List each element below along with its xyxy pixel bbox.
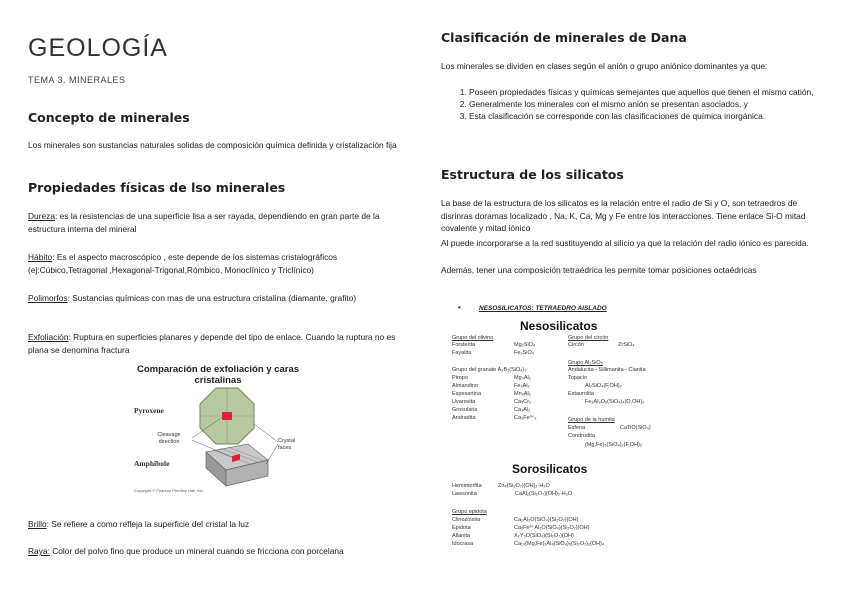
granate-formula: Mn₃Al₂ [514, 391, 531, 397]
term-brillo: Brillo [28, 519, 47, 529]
soro-title: Sorosilicatos [512, 462, 588, 476]
humita-line: (Mg,Fe)₅(SiO₄)₂(F,OH)₂ [585, 442, 643, 448]
olivino-name: Fayalita [452, 350, 472, 356]
epidota-name: Clinozoisita [452, 517, 481, 523]
circon-name: Circón [568, 342, 584, 348]
silicatos-p3: Además, tener una composición tetraédrica les permite tomar posiciones octaédricas [441, 265, 757, 275]
al2sio5-line: Al₂SiO₄(F,OH)₂ [585, 383, 622, 389]
figure-title: Comparación de exfoliación y caras cristalinas [136, 364, 300, 386]
granate-name: Andradita [452, 415, 476, 421]
humita-head: Grupo de la humita [568, 417, 615, 423]
epidota-formula: Ca₂Al₃O(SiO₄)(Si₂O₇)(OH) [514, 517, 579, 523]
text-raya: Color del polvo fino que produce un mineral cuando se fricciona con porcelana [49, 546, 344, 556]
label-amphibole: Amphibole [134, 459, 170, 468]
olivino-head: Grupo del olivino [452, 335, 494, 341]
item-brillo [28, 518, 408, 531]
term-polimorfos: Polimorfos [28, 293, 68, 303]
label-cleavage: Cleavage direction [157, 432, 181, 445]
page-title: GEOLOGÍA [28, 34, 168, 62]
granate-name: Espesartina [452, 391, 482, 397]
soro-name: Hemimorfita [452, 483, 482, 489]
soro-formula: Zn₄(Si₂O₇)(OH)₂·H₂O [498, 483, 550, 489]
al2sio5-line: Topacio [568, 375, 587, 381]
silicatos-heading: Estructura de los silicatos [441, 167, 624, 182]
item-dureza [28, 210, 408, 235]
granate-formula: Ca₃Al₂ [514, 407, 531, 413]
al2sio5-line: Fe₂Al₉O₆(SiO₄)₄(O,OH)₂ [585, 399, 645, 405]
olivino-formula: Mg₂SiO₄ [514, 342, 536, 348]
al2sio5-line: Estaurolita [568, 391, 594, 397]
granate-name: Grosularia [452, 407, 478, 413]
concepto-text: Los minerales son sustancias naturales solidas de composición química definida y cristalización fija [28, 140, 397, 150]
dana-heading: Clasificación de minerales de Dana [441, 30, 687, 45]
term-dureza: Dureza [28, 211, 55, 221]
epidota-head: Grupo epidota [452, 509, 487, 515]
term-raya: Raya: [28, 546, 50, 556]
term-exfoliacion: Exfoliación [28, 332, 69, 342]
item-exfoliacion [28, 331, 408, 356]
olivino-name: Forsterita [452, 342, 476, 348]
granate-formula: Mg₃Al₂ [514, 375, 531, 381]
soro-name: Lawsonita [452, 491, 477, 497]
item-raya [28, 545, 408, 558]
granate-formula: Ca₃Fe³⁺₂ [514, 415, 537, 421]
bullet-dot: • [458, 303, 461, 312]
text-dureza: : es la resistencias de una superficie lisa a ser rayada, dependiendo en gran parte de la estructura interna del mineral [28, 211, 380, 234]
al2sio5-line: Andalucita - Sillimanita - Cianita [568, 367, 646, 373]
figure-caption: Copyright © Pearson Prentice Hall, Inc. [134, 488, 204, 493]
page-subtitle: TEMA 3. MINERALES [28, 75, 126, 85]
pyroxene-cleavage-mark [222, 412, 232, 420]
label-pyroxene: Pyroxene [134, 406, 164, 415]
epidota-name: Allanita [452, 533, 471, 539]
epidota-name: Epidota [452, 525, 471, 531]
soro-formula: CaAl₂(Si₂O₇)(OH)₂·H₂O [515, 491, 573, 497]
dana-list [441, 86, 821, 122]
granate-name: Uvarovita [452, 399, 476, 405]
text-habito: : Es el aspecto macroscópico , este depende de los sistemas cristalográficos (ej:Cúbico,Tetragonal ,Hexagonal-Trigonal,Rómbico, Monoclínico y Triclínico) [28, 252, 338, 275]
epidota-name: Idocrasa [452, 541, 474, 547]
text-exfoliacion: : Ruptura en superficies planares y depende del tipo de enlace. Cuando la ruptura no es plana se denomina fractura [28, 332, 396, 355]
olivino-formula: Fe₂SiO₄ [514, 350, 534, 356]
silicatos-p2: Al puede incorporarse a la red sustituyendo al silicio ya que la relación del radio iónico es parecida. [441, 238, 809, 248]
granate-name: Almandino [452, 383, 478, 389]
epidota-formula: Ca₂Fe³⁺Al₂O(SiO₄)(Si₂O₇)(OH) [514, 525, 590, 531]
epidota-formula: Ca₁₀(Mg,Fe)₂Al₄(SiO₄)₅(Si₂O₇)₂(OH)₄ [514, 541, 605, 547]
humita-line: Esfena [568, 425, 586, 431]
silicatos-p1: La base de la estructura de los silicatos es la relación entre el radio de Si y O, son tetraedros de disrinras doramas localizado , Na, K, Ca, Mg y Fe entre los interacciones. Tiene enlace Si-O mitad covalente y mitad iónico [441, 198, 806, 233]
circon-head: Grupo del circón [568, 335, 609, 341]
silicates-table [450, 316, 830, 586]
term-habito: Hábito [28, 252, 53, 262]
granate-head: Grupo del granate A₃B₂(SiO₄)₃ [452, 367, 527, 373]
item-habito [28, 251, 408, 276]
circon-formula: ZrSiO₄ [618, 342, 635, 348]
epidota-formula: X₂Y₃O(SiO₄)(Si₂O₇)(OH) [514, 533, 574, 539]
granate-formula: Fe₃Al₂ [514, 383, 530, 389]
propiedades-heading: Propiedades físicas de lso minerales [28, 180, 286, 195]
text-brillo: : Se refiere a como refleja la superficie del cristal la luz [46, 519, 250, 529]
dana-list-item: 2. Generalmente los minerales con el mismo anión se presentan asociados, y [469, 98, 821, 110]
label-crystal-faces: Crystal faces [278, 438, 296, 451]
text-polimorfos: : Sustancias químicas con mas de una estructura cristalina (diamante, grafito) [67, 293, 357, 303]
crystal-diagram [128, 364, 308, 494]
granate-name: Piropo [452, 375, 468, 381]
humita-line: Condrodita [568, 433, 595, 439]
neso-bullet-text: NESOSILICATOS: TETRAEDRO AISLADO [479, 305, 607, 312]
al2sio5-head: Grupo Al₂SiO₅ [568, 360, 603, 366]
granate-formula: Ca₃Cr₂ [514, 399, 532, 405]
concepto-heading: Concepto de minerales [28, 110, 190, 125]
dana-intro: Los minerales se dividen en clases según el anión o grupo aniónico dominantes ya que: [441, 61, 768, 71]
humita-line: CaTiO(SiO₄) [620, 425, 651, 431]
cleavage-figure [128, 364, 308, 494]
neso-title: Nesosilicatos [520, 319, 598, 333]
dana-list-item: 3. Esta clasificación se corresponde con las clasificaciones de química inorgánica. [469, 110, 821, 122]
item-polimorfos [28, 292, 408, 305]
dana-list-item: 1. Poseen propiedades físicas y químicas semejantes que aquellos que tienen el mismo catión, [469, 86, 821, 98]
